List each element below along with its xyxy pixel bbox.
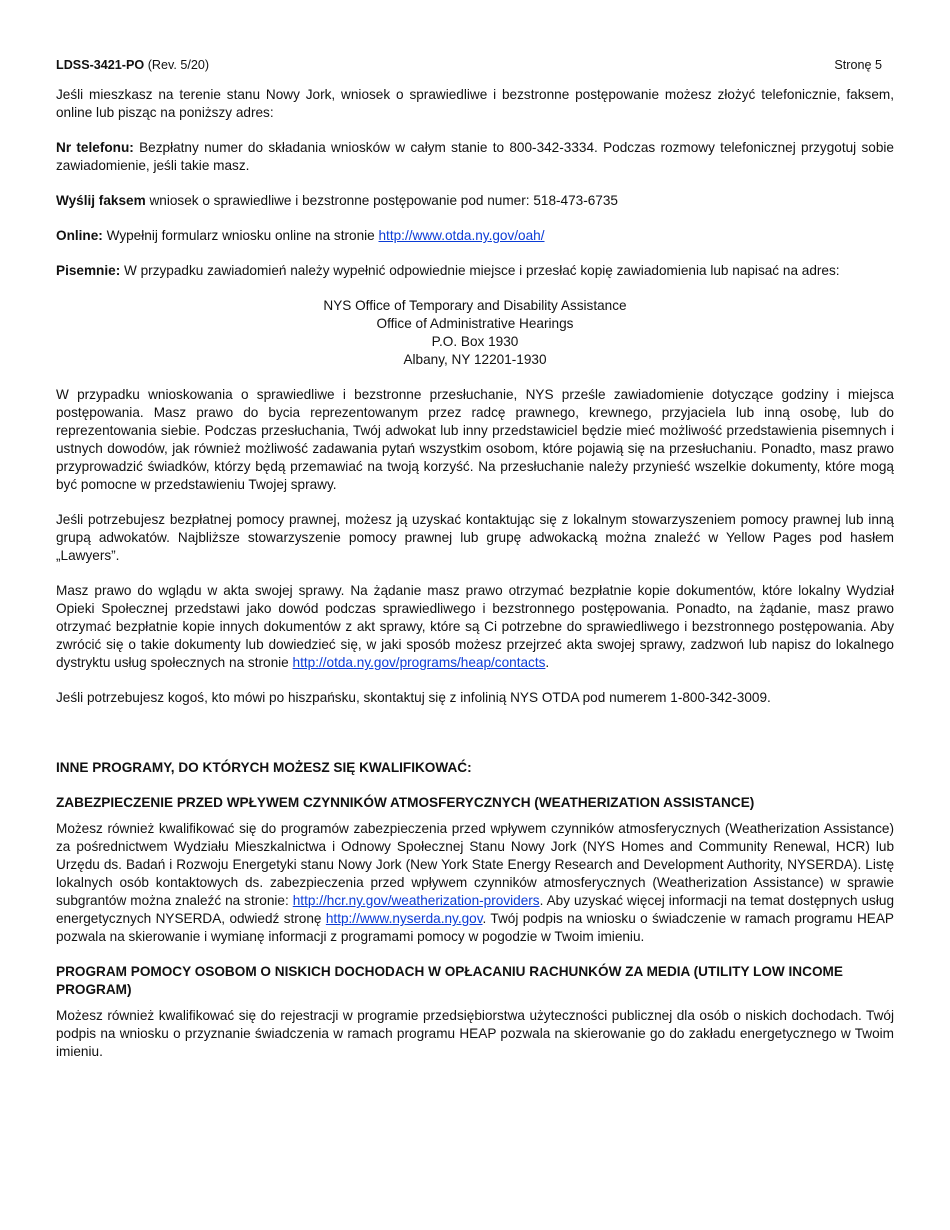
online-label: Online: — [56, 228, 103, 243]
phone-label: Nr telefonu: — [56, 140, 134, 155]
address-line-2: Office of Administrative Hearings — [376, 316, 574, 331]
page-number: Stronę 5 — [834, 58, 882, 72]
weatherization-text-1: Możesz również kwalifikować się do programów zabezpieczenia przed wpływem czynników atmosferycznych (Weatherization Assistance) za pośrednictwem Wydziału Mieszkalnictwa i Odnowy Społecznej Stanu Nowy Jork (NYS Homes and Community Renewal, HCR) lub Urzędu ds. Badań i Rozwoju Energetyki stanu Nowy Jork (New York State Energy Research and Development Authority, NYSERDA). Listę lokalnych osób kontaktowych ds. zabezpieczenia przed wpływem czynników atmosferycznych (Weatherization Assistance) w sprawie subgrantów można znaleźć na stronie: — [56, 821, 894, 908]
nyserda-link[interactable]: http://www.nyserda.ny.gov — [325, 911, 483, 926]
fax-label: Wyślij faksem — [56, 193, 146, 208]
other-programs-heading: INNE PROGRAMY, DO KTÓRYCH MOŻESZ SIĘ KWALIFIKOWAĆ: — [56, 760, 472, 775]
utility-heading: PROGRAM POMOCY OSOBOM O NISKICH DOCHODACH W OPŁACANIU RACHUNKÓW ZA MEDIA (UTILITY LOW INCOME PROGRAM) — [56, 964, 843, 997]
form-revision: (Rev. 5/20) — [147, 58, 210, 72]
address-line-4: Albany, NY 12201-1930 — [403, 352, 547, 367]
written-text: W przypadku zawiadomień należy wypełnić odpowiednie miejsce i przesłać kopię zawiadomienia lub napisać na adres: — [124, 263, 840, 278]
phone-paragraph — [56, 139, 894, 175]
case-file-text: Masz prawo do wglądu w akta swojej sprawy. Na żądanie masz prawo otrzymać bezpłatnie kopie dokumentów, które lokalny Wydział Opieki Społecznej przedstawi jako dowód podczas sprawiedliwego i bezstronnego postępowania. Ponadto, na żądanie, masz prawo otrzymać bezpłatnie kopie innych dokumentów z akt sprawy, które są Ci potrzebne do sprawiedliwego i bezstronnego postępowania. Aby zwrócić się o takie dokumenty lub dowiedzieć się, w jaki sposób możesz przejrzeć akta swojej sprawy, zadzwoń lub napisz do lokalnego dystryktu usług społecznych na stronie — [56, 583, 894, 670]
written-label: Pisemnie: — [56, 263, 121, 278]
weatherization-text-3: . Twój podpis na wniosku o świadczenie w ramach programu HEAP pozwala na skierowanie i wymianę informacji z programami pomocy w pogodzie w Twoim imieniu. — [56, 911, 894, 944]
case-file-end: . — [545, 655, 550, 670]
hearing-paragraph: W przypadku wnioskowania o sprawiedliwe i bezstronne przesłuchanie, NYS prześle zawiadomienie dotyczące godziny i miejsca postępowania. Masz prawo do bycia reprezentowanym przez radcę prawnego, krewnego, przyjaciela lub inną osobę, lub do reprezentowania siebie. Podczas przesłuchania, Twój adwokat lub inny przedstawiciel będzie mieć możliwość przedstawienia pisemnych i ustnych dowodów, jak również możliwość zadawania pytań wszystkim osobom, które pojawią się na przesłuchaniu. Ponadto, masz prawo przyprowadzić świadków, którzy będą przemawiać na twoją korzyść. Na przesłuchanie należy przynieść wszelkie dokumenty, które mogą być pomocne w przedstawieniu Twojej sprawy. — [56, 387, 894, 492]
page-header — [56, 56, 894, 74]
oah-link[interactable]: http://www.otda.ny.gov/oah/ — [378, 228, 545, 243]
phone-text: Bezpłatny numer do składania wniosków w całym stanie to 800-342-3334. Podczas rozmowy telefonicznej przygotuj sobie zawiadomienie, jeśli takie masz. — [56, 140, 894, 173]
weatherization-paragraph — [56, 820, 894, 946]
case-file-paragraph — [56, 582, 894, 672]
weatherization-heading: ZABEZPIECZENIE PRZED WPŁYWEM CZYNNIKÓW ATMOSFERYCZNYCH (WEATHERIZATION ASSISTANCE) — [56, 795, 755, 810]
utility-paragraph: Możesz również kwalifikować się do rejestracji w programie przedsiębiorstwa użyteczności publicznej dla osób o niskich dochodach. Twój podpis na wniosku o przyznanie świadczenia w ramach programu HEAP pozwala na skierowanie go do zakładu energetycznego w Twoim imieniu. — [56, 1008, 894, 1059]
fax-text: wniosek o sprawiedliwe i bezstronne postępowanie pod numer: 518-473-6735 — [149, 193, 618, 208]
form-identifier — [56, 56, 209, 74]
form-id: LDSS-3421-PO — [56, 58, 145, 72]
address-line-1: NYS Office of Temporary and Disability Assistance — [323, 298, 627, 313]
spanish-paragraph: Jeśli potrzebujesz kogoś, kto mówi po hiszpańsku, skontaktuj się z infolinią NYS OTDA pod numerem 1-800-342-3009. — [56, 690, 771, 705]
hcr-weatherization-link[interactable]: http://hcr.ny.gov/weatherization-providers — [292, 893, 540, 908]
weatherization-text-2: . Aby uzyskać więcej informacji na temat dostępnych usług energetycznych NYSERDA, odwiedź stronę — [56, 893, 894, 926]
written-paragraph — [56, 262, 894, 280]
fax-paragraph — [56, 192, 894, 210]
intro-paragraph: Jeśli mieszkasz na terenie stanu Nowy Jork, wniosek o sprawiedliwe i bezstronne postępowanie możesz złożyć telefonicznie, faksem, online lub pisząc na poniższy adres: — [56, 87, 894, 120]
address-line-3: P.O. Box 1930 — [431, 334, 519, 349]
document-page — [56, 56, 894, 1078]
mailing-address — [56, 297, 894, 369]
online-paragraph — [56, 227, 894, 245]
online-text: Wypełnij formularz wniosku online na stronie — [106, 228, 375, 243]
heap-contacts-link[interactable]: http://otda.ny.gov/programs/heap/contacts — [292, 655, 546, 670]
legal-aid-paragraph: Jeśli potrzebujesz bezpłatnej pomocy prawnej, możesz ją uzyskać kontaktując się z lokalnym stowarzyszeniem pomocy prawnej lub inną grupą adwokatów. Najbliższe stowarzyszenie pomocy prawnej lub grupę adwokacką można znaleźć w Yellow Pages pod hasłem „Lawyers”. — [56, 512, 894, 563]
